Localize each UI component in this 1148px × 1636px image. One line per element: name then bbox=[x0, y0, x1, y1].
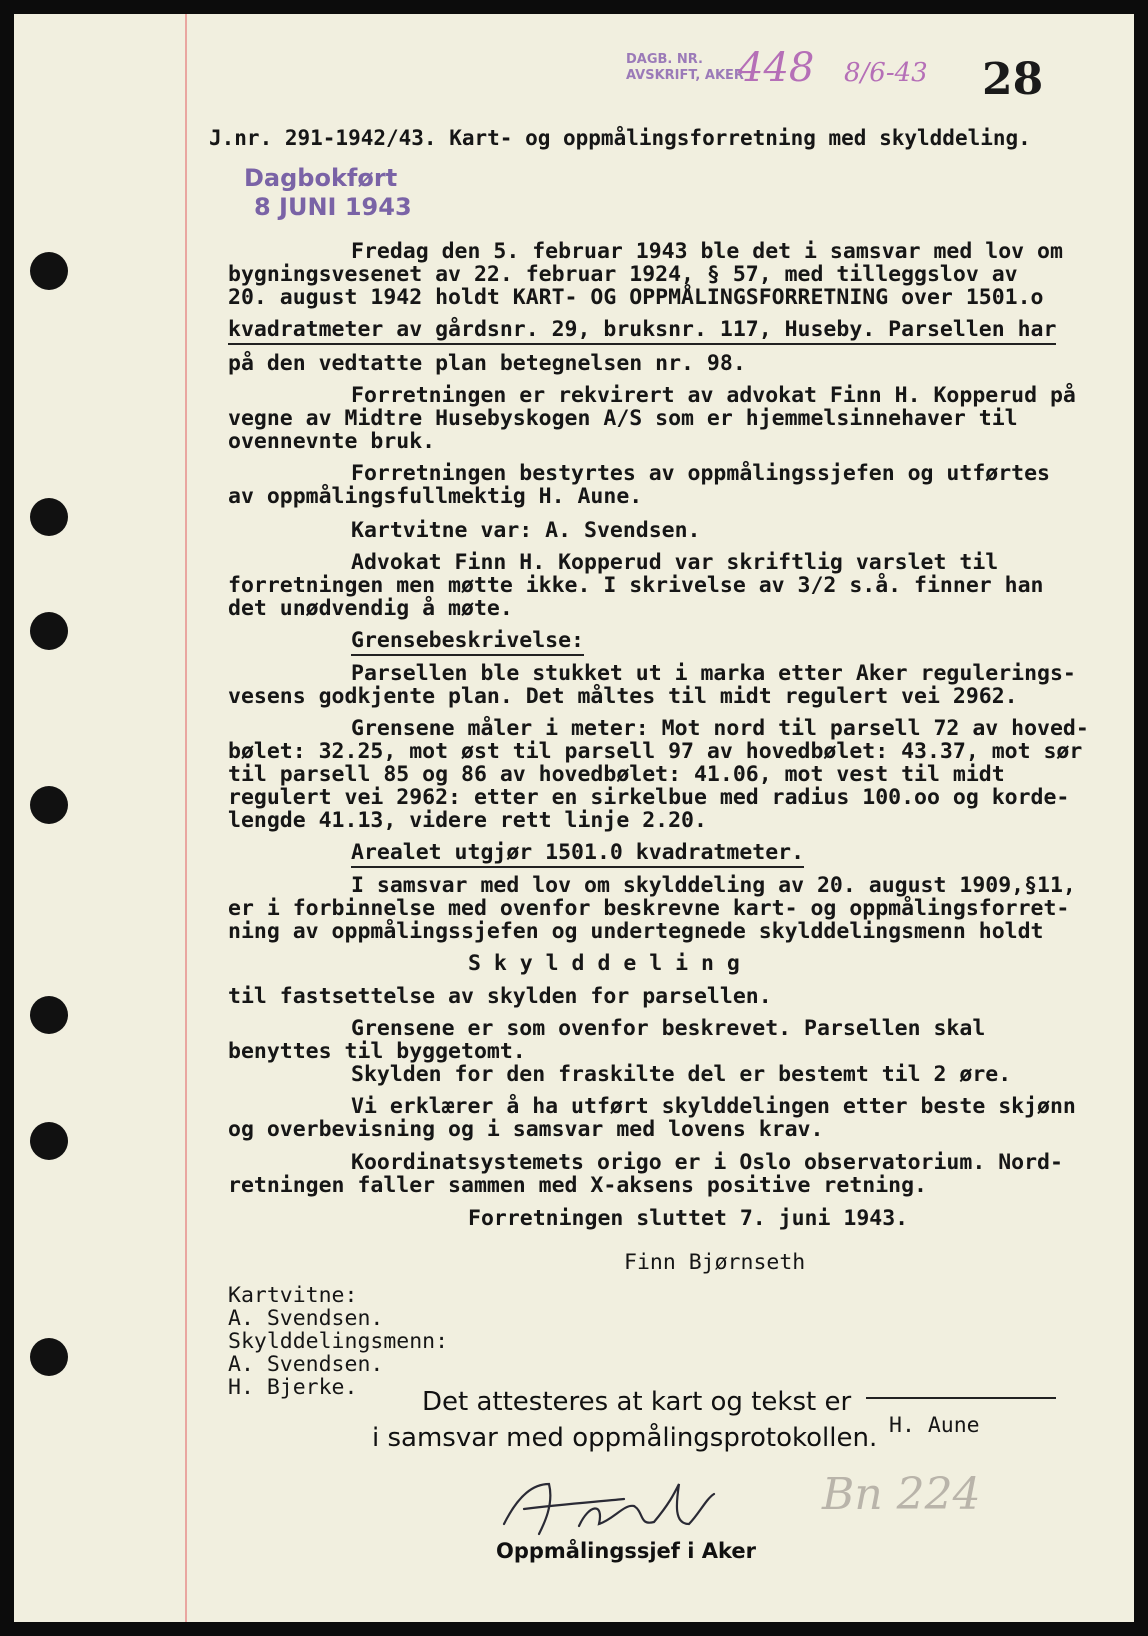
stamp-line-1: DAGB. NR. bbox=[626, 52, 703, 67]
text-line: av oppmålingsfullmektig H. Aune. bbox=[228, 484, 643, 509]
text-line: Parsellen ble stukket ut i marka etter Aker regulerings- bbox=[351, 661, 1076, 686]
text-line: Kartvitne var: A. Svendsen. bbox=[351, 518, 701, 543]
area-statement: Arealet utgjør 1501.0 kvadratmeter. bbox=[351, 841, 804, 868]
dagbok-stamp bbox=[244, 164, 412, 222]
text-line: Forretningen er rekvirert av advokat Finn H. Kopperud på bbox=[351, 383, 1076, 408]
text-line: til parsell 85 og 86 av hovedbølet: 41.06, mot vest til midt bbox=[228, 762, 1005, 787]
text-line: på den vedtatte plan betegnelsen nr. 98. bbox=[228, 351, 746, 376]
text-line: Grensene er som ovenfor beskrevet. Parsellen skal bbox=[351, 1016, 986, 1041]
signature-line bbox=[866, 1397, 1056, 1399]
text-line: benyttes til byggetomt. bbox=[228, 1039, 526, 1064]
stamp-number: 448 bbox=[738, 45, 815, 91]
punch-hole bbox=[30, 786, 68, 824]
text-line: Koordinatsystemets origo er i Oslo observatorium. Nord- bbox=[351, 1150, 1063, 1175]
text-line: bygningsvesenet av 22. februar 1924, § 57, med tilleggslov av bbox=[228, 262, 1018, 287]
text-line: er i forbinnelse med ovenfor beskrevne kart- og oppmålingsforret- bbox=[228, 896, 1070, 921]
handwritten-signature bbox=[494, 1464, 734, 1544]
text-line: vesens godkjente plan. Det måltes til midt regulert vei 2962. bbox=[228, 684, 1018, 709]
witness-name: A. Svendsen. bbox=[228, 1306, 384, 1331]
text-line: vegne av Midtre Husebyskogen A/S som er hjemmelsinnehaver til bbox=[228, 406, 1018, 431]
punch-hole bbox=[30, 1338, 68, 1376]
text-line: I samsvar med lov om skylddeling av 20. august 1909,§11, bbox=[351, 873, 1076, 898]
section-heading: Grensebeskrivelse: bbox=[351, 629, 584, 656]
text-line: Skylden for den fraskilte del er bestemt til 2 øre. bbox=[351, 1062, 1012, 1087]
text-line: Fredag den 5. februar 1943 ble det i samsvar med lov om bbox=[351, 239, 1063, 264]
dagbok-date: 8 JUNI 1943 bbox=[254, 193, 412, 221]
text-line: til fastsettelse av skylden for parsellen. bbox=[228, 984, 772, 1009]
text-line: retningen faller sammen med X-aksens positive retning. bbox=[228, 1173, 927, 1198]
attestation-stamp bbox=[372, 1384, 877, 1456]
punch-hole bbox=[30, 612, 68, 650]
document-page bbox=[14, 14, 1134, 1622]
witness-label: Kartvitne: bbox=[228, 1283, 358, 1308]
signer-aune: H. Aune bbox=[889, 1413, 980, 1438]
text-line: Forretningen sluttet 7. juni 1943. bbox=[468, 1206, 909, 1231]
witness-label: Skylddelingsmenn: bbox=[228, 1329, 449, 1354]
journal-header: J.nr. 291-1942/43. Kart- og oppmålingsforretning med skylddeling. bbox=[209, 126, 1031, 150]
surveyor-stamp: Oppmålingssjef i Aker bbox=[496, 1539, 756, 1563]
text-line: bølet: 32.25, mot øst til parsell 97 av hovedbølet: 43.37, mot sør bbox=[228, 739, 1083, 764]
punch-hole bbox=[30, 252, 68, 290]
text-line: det unødvendig å møte. bbox=[228, 596, 513, 621]
text-line: lengde 41.13, videre rett linje 2.20. bbox=[228, 808, 707, 833]
stamp-date: 8/6-43 bbox=[844, 58, 928, 88]
text-line: ovennevnte bruk. bbox=[228, 429, 436, 454]
page-number: 28 bbox=[982, 54, 1044, 105]
text-line: Forretningen bestyrtes av oppmålingssjefen og utførtes bbox=[351, 461, 1050, 486]
section-title: S k y l d d e l i n g bbox=[468, 951, 740, 976]
text-line: Vi erklærer å ha utført skylddelingen etter beste skjønn bbox=[351, 1094, 1076, 1119]
punch-hole bbox=[30, 1122, 68, 1160]
signer-name: Finn Bjørnseth bbox=[624, 1250, 806, 1275]
punch-hole bbox=[30, 498, 68, 536]
text-line: Advokat Finn H. Kopperud var skriftlig varslet til bbox=[351, 550, 999, 575]
punch-hole bbox=[30, 996, 68, 1034]
stamp-line-2: AVSKRIFT, AKER bbox=[626, 68, 744, 83]
diary-stamp bbox=[626, 52, 744, 84]
text-line: ning av oppmålingssjefen og undertegnede skylddelingsmenn holdt bbox=[228, 919, 1044, 944]
margin-line bbox=[185, 14, 187, 1622]
attest-line-1: Det attesteres at kart og tekst er bbox=[422, 1387, 852, 1417]
witness-name: A. Svendsen. bbox=[228, 1352, 384, 1377]
text-line: forretningen men møtte ikke. I skrivelse av 3/2 s.å. finner han bbox=[228, 573, 1044, 598]
attest-line-2: i samsvar med oppmålingsprotokollen. bbox=[372, 1423, 878, 1453]
text-line: kvadratmeter av gårdsnr. 29, bruksnr. 117, Huseby. Parsellen har bbox=[228, 318, 1056, 345]
witness-name: H. Bjerke. bbox=[228, 1375, 358, 1400]
handwritten-note: Bn 224 bbox=[822, 1469, 981, 1520]
text-line: 20. august 1942 holdt KART- OG OPPMÅLINGSFORRETNING over 1501.o bbox=[228, 285, 1044, 310]
text-line: Grensene måler i meter: Mot nord til parsell 72 av hoved- bbox=[351, 716, 1089, 741]
dagbok-label: Dagbokført bbox=[244, 164, 398, 192]
text-line: og overbevisning og i samsvar med lovens krav. bbox=[228, 1117, 824, 1142]
text-line: regulert vei 2962: etter en sirkelbue med radius 100.oo og korde- bbox=[228, 785, 1070, 810]
